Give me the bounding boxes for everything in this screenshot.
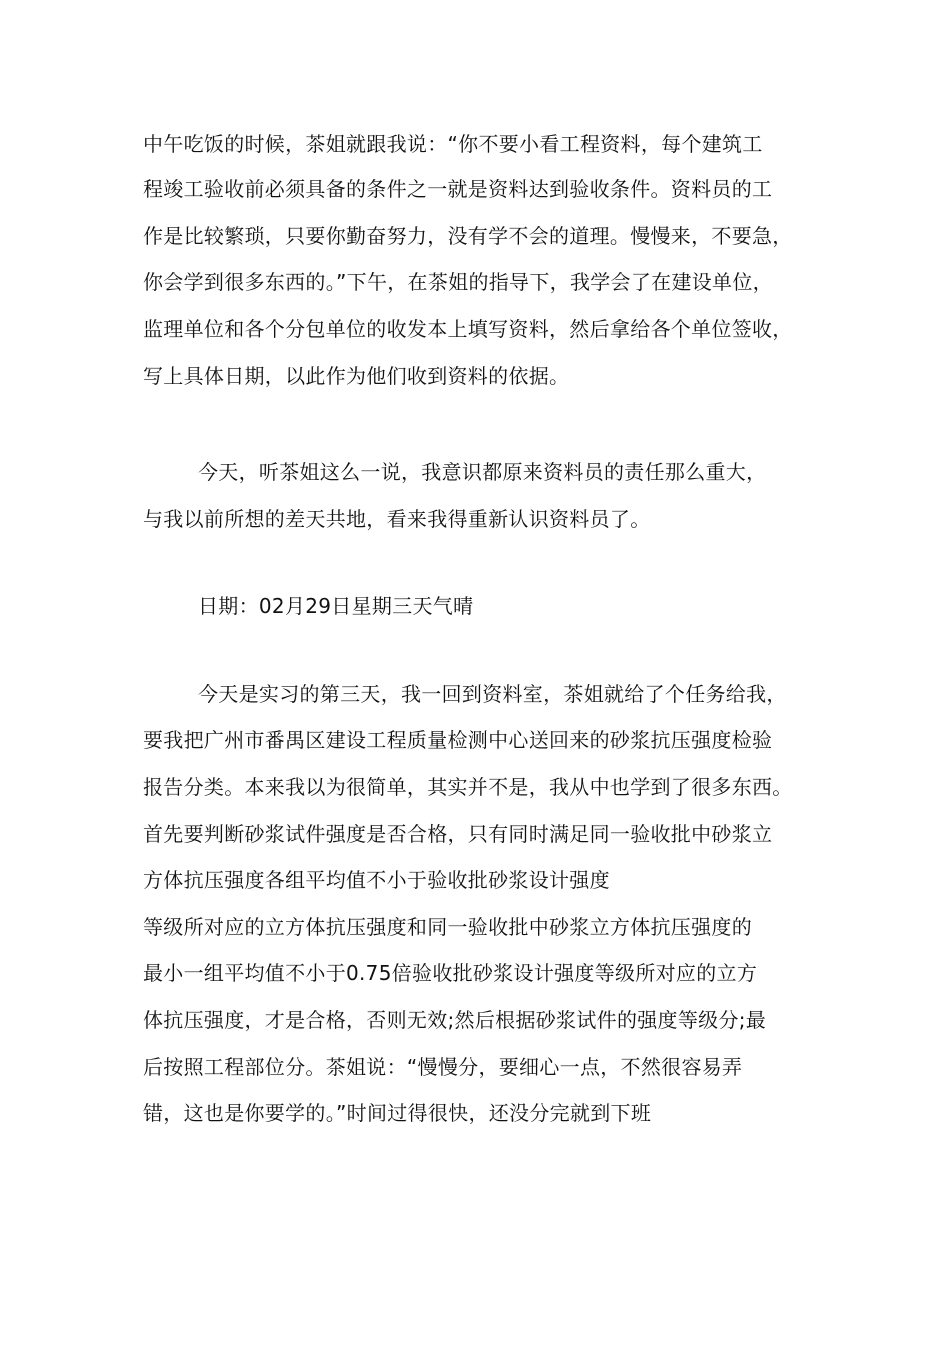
paragraph-1-line-3: 作是比较繁琐，只要你勤奋努力，没有学不会的道理。慢慢来，不要急， — [143, 224, 793, 248]
paragraph-1-line-6: 写上具体日期，以此作为他们收到资料的依据。 — [143, 364, 570, 388]
paragraph-1-line-5: 监理单位和各个分包单位的收发本上填写资料，然后拿给各个单位签收， — [143, 317, 793, 341]
paragraph-3-line-5: 方体抗压强度各组平均值不小于验收批砂浆设计强度 — [143, 868, 610, 892]
paragraph-3-line-6: 等级所对应的立方体抗压强度和同一验收批中砂浆立方体抗压强度的 — [143, 915, 752, 939]
paragraph-3-line-3: 报告分类。本来我以为很简单，其实并不是，我从中也学到了很多东西。 — [143, 775, 793, 799]
paragraph-3-line-9: 后按照工程部位分。茶姐说：“慢慢分，要细心一点，不然很容易弄 — [143, 1055, 743, 1079]
paragraph-2-line-1: 今天，听茶姐这么一说，我意识都原来资料员的责任那么重大， — [198, 460, 767, 484]
date-line: 日期：02月29日星期三天气晴 — [198, 594, 474, 618]
paragraph-3-line-2: 要我把广州市番禺区建设工程质量检测中心送回来的砂浆抗压强度检验 — [143, 728, 773, 752]
paragraph-1-line-4: 你会学到很多东西的。”下午，在茶姐的指导下，我学会了在建设单位， — [143, 270, 773, 294]
paragraph-1-line-2: 程竣工验收前必须具备的条件之一就是资料达到验收条件。资料员的工 — [143, 177, 773, 201]
paragraph-2-line-2: 与我以前所想的差天共地，看来我得重新认识资料员了。 — [143, 507, 651, 531]
paragraph-3-line-1: 今天是实习的第三天，我一回到资料室，茶姐就给了个任务给我， — [198, 682, 787, 706]
paragraph-3-line-7: 最小一组平均值不小于0.75倍验收批砂浆设计强度等级所对应的立方 — [143, 961, 758, 985]
paragraph-3-line-8: 体抗压强度，才是合格，否则无效;然后根据砂浆试件的强度等级分;最 — [143, 1008, 767, 1032]
paragraph-1-line-1: 中午吃饭的时候，茶姐就跟我说：“你不要小看工程资料，每个建筑工 — [143, 132, 763, 156]
paragraph-3-line-10: 错，这也是你要学的。”时间过得很快，还没分完就到下班 — [143, 1101, 652, 1125]
paragraph-3-line-4: 首先要判断砂浆试件强度是否合格，只有同时满足同一验收批中砂浆立 — [143, 822, 773, 846]
